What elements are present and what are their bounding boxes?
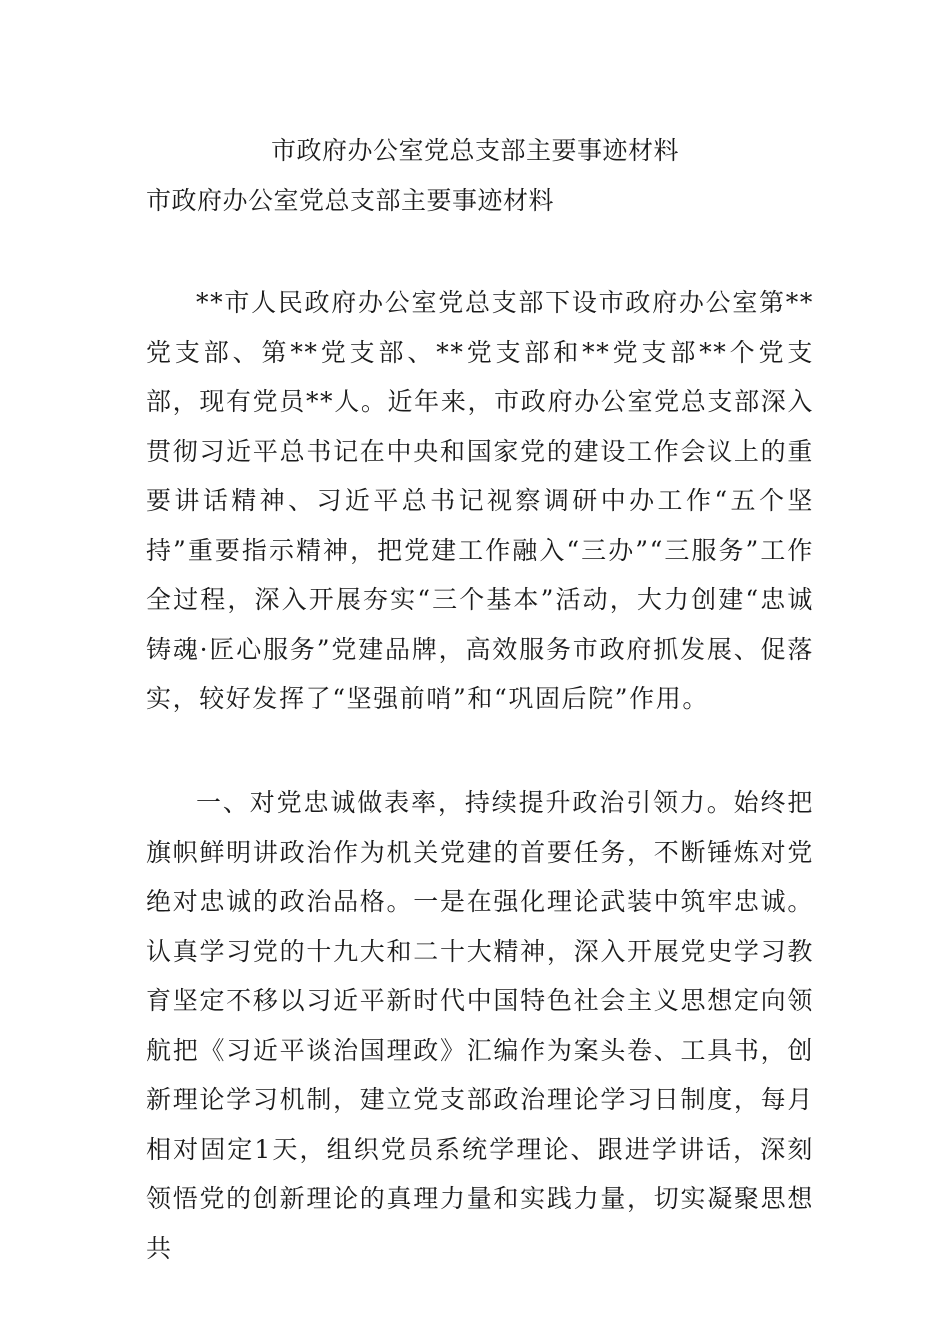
body-paragraph-section-one: 一、对党忠诚做表率，持续提升政治引领力。始终把旗帜鲜明讲政治作为机关党建的首要任务，不断锤炼对党绝对忠诚的政治品格。一是在强化理论武装中筑牢忠诚。认真学习党的十九大和二十大精神，深入开展党史学习教育坚定不移以习近平新时代中国特色社会主义思想定向领航把《习近平谈治国理政》汇编作为案头卷、工具书，创新理论学习机制，建立党支部政治理论学习日制度，每月相对固定1天，组织党员系统学理论、跟进学讲话，深刻领悟党的创新理论的真理力量和实践力量，切实凝聚思想共	[146, 788, 814, 1263]
document-subtitle: 市政府办公室党总支部主要事迹材料	[146, 186, 555, 215]
body-paragraph-intro: **市人民政府办公室党总支部下设市政府办公室第**党支部、第**党支部、**党支部和**党支部**个党支部，现有党员**人。近年来，市政府办公室党总支部深入贯彻习近平总书记在中央和国家党的建设工作会议上的重要讲话精神、习近平总书记视察调研中办工作“五个坚持”重要指示精神，把党建工作融入“三办”“三服务”工作全过程，深入开展夯实“三个基本”活动，大力创建“忠诚铸魂·匠心服务”党建品牌，高效服务市政府抓发展、促落实，较好发挥了“坚强前哨”和“巩固后院”作用。	[146, 288, 814, 713]
document-title: 市政府办公室党总支部主要事迹材料	[270, 136, 679, 165]
